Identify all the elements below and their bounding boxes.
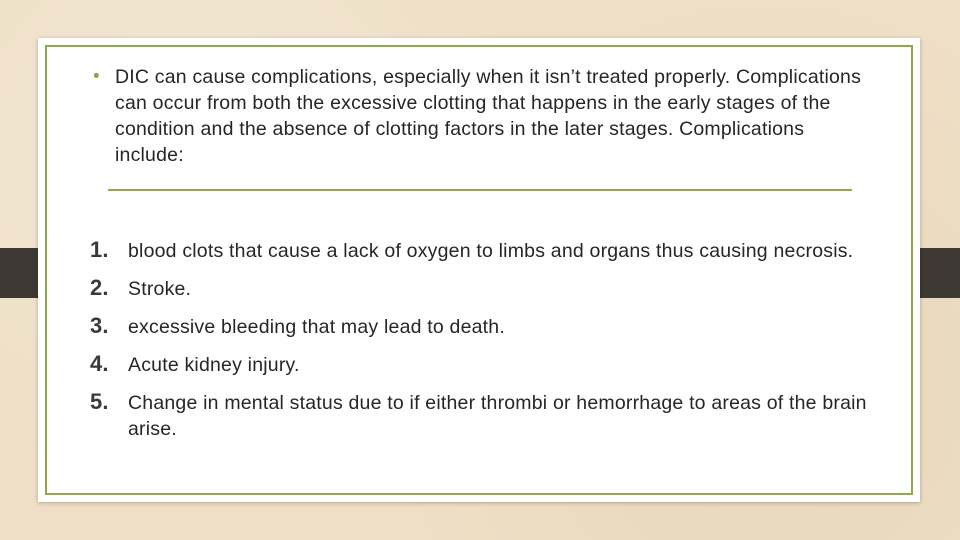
list-item-text: Change in mental status due to if either thrombi or hemorrhage to areas of the brain arise. (128, 392, 867, 440)
list-number: 2. (90, 275, 109, 300)
intro-divider (108, 189, 852, 191)
intro-text: DIC can cause complications, especially when it isn’t treated properly. Complications can occur from both the excessive clotting that happens in the early stages of the condition and the absence of clotting factors in the later stages. Complications include: (115, 66, 862, 166)
list-item-text: excessive bleeding that may lead to death. (128, 316, 505, 338)
complications-list (90, 238, 870, 442)
list-number: 4. (90, 351, 109, 376)
intro-paragraph (93, 64, 875, 168)
list-item-text: Acute kidney injury. (128, 354, 300, 376)
bullet-icon: • (93, 66, 100, 87)
list-item-text: Stroke. (128, 278, 192, 300)
list-item (90, 238, 870, 264)
list-item (90, 352, 870, 378)
list-number: 1. (90, 237, 109, 262)
list-item (90, 390, 870, 442)
list-number: 5. (90, 389, 109, 414)
list-item (90, 314, 870, 340)
list-item-text: blood clots that cause a lack of oxygen to limbs and organs thus causing necrosis. (128, 240, 854, 262)
list-number: 3. (90, 313, 109, 338)
list-item (90, 276, 870, 302)
slide-card (38, 38, 920, 502)
